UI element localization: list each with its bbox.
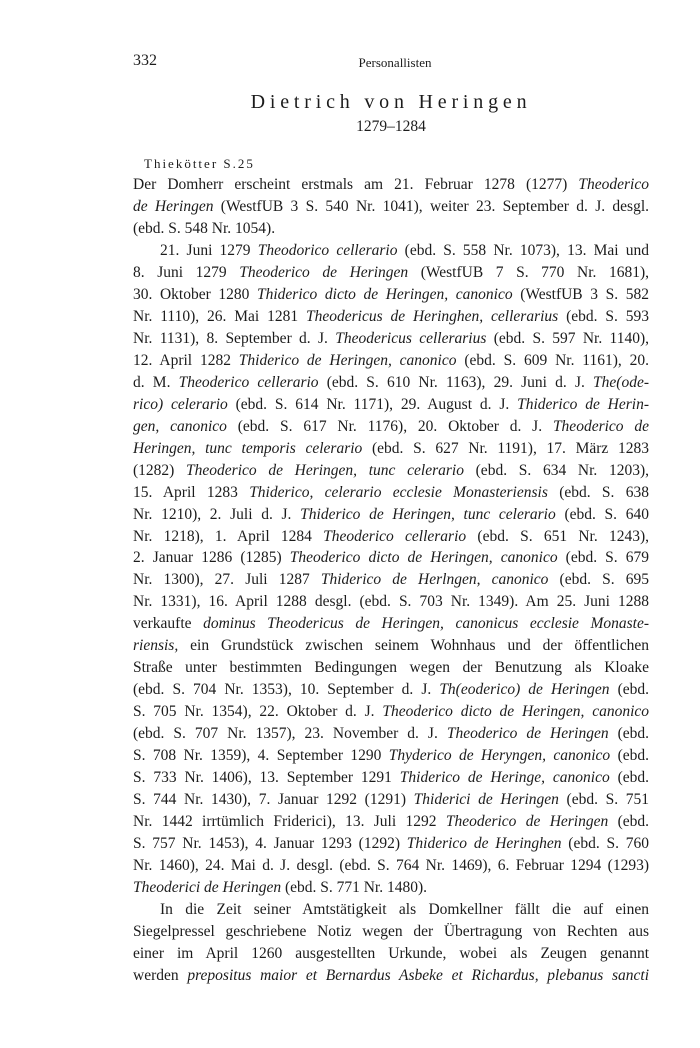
text-line: Der Domherr erscheint erstmals am 21. Februar 1278 (1277) Theoderico: [133, 176, 649, 193]
source-reference: Thiekötter S.25: [144, 156, 255, 171]
text-line: Nr. 1210), 2. Juli d. J. Thiderico de Heringen, tunc celerario (ebd. S. 640: [133, 505, 649, 523]
entry-years: 1279–1284: [356, 118, 426, 135]
text-line: rico) celerario (ebd. S. 614 Nr. 1171), 29. August d. J. Thiderico de Herin-: [133, 395, 649, 413]
text-line: de Heringen (WestfUB 3 S. 540 Nr. 1041), weiter 23. September d. J. desgl.: [133, 197, 649, 215]
text-line: (ebd. S. 704 Nr. 1353), 10. September d. J. Th(eoderico) de Heringen (ebd.: [133, 681, 650, 699]
text-line: 30. Oktober 1280 Thiderico dicto de Heringen, canonico (WestfUB 3 S. 582: [133, 285, 649, 303]
text-line: gen, canonico (ebd. S. 617 Nr. 1176), 20. Oktober d. J. Theoderico de: [133, 417, 649, 435]
text-line: (ebd. S. 707 Nr. 1357), 23. November d. J. Theoderico de Heringen (ebd.: [133, 725, 650, 743]
text-line: 15. April 1283 Thiderico, celerario ecclesie Monasteriensis (ebd. S. 638: [133, 483, 649, 501]
text-line: einer im April 1260 ausgestellten Urkunde, wobei als Zeugen genannt: [133, 944, 649, 962]
text-line: Siegelpressel geschriebene Notiz wegen der Übertragung von Rechten aus: [133, 922, 649, 940]
text-line: Nr. 1110), 26. Mai 1281 Theodericus de Heringhen, cellerarius (ebd. S. 593: [133, 307, 649, 325]
paragraph: [133, 174, 649, 240]
paragraph: [133, 899, 649, 987]
text-line: 8. Juni 1279 Theoderico de Heringen (WestfUB 7 S. 770 Nr. 1681),: [133, 263, 649, 281]
text-line: S. 733 Nr. 1406), 13. September 1291 Thiderico de Heringe, canonico (ebd.: [133, 769, 650, 787]
text-line: Nr. 1331), 16. April 1288 desgl. (ebd. S. 703 Nr. 1349). Am 25. Juni 1288: [133, 593, 649, 611]
running-head: Personallisten: [358, 55, 432, 70]
text-line: werden prepositus maior et Bernardus Asbeke et Richardus, plebanus sancti: [133, 966, 649, 984]
text-line: Nr. 1300), 27. Juli 1287 Thiderico de Herlngen, canonico (ebd. S. 695: [133, 571, 649, 589]
page-number: 332: [133, 52, 157, 69]
text-line: Straße unter bestimmten Bedingungen wegen der Benutzung als Kloake: [133, 659, 649, 677]
text-line: verkaufte dominus Theodericus de Heringen, canonicus ecclesie Monaste-: [133, 615, 649, 633]
text-line: S. 708 Nr. 1359), 4. September 1290 Thyderico de Heryngen, canonico (ebd.: [133, 747, 649, 765]
text-line: Theoderici de Heringen (ebd. S. 771 Nr. 1480).: [133, 879, 428, 896]
text-line: riensis, ein Grundstück zwischen seinem Wohnhaus und der öffentlichen: [133, 637, 649, 655]
text-line: (1282) Theoderico de Heringen, tunc celerario (ebd. S. 634 Nr. 1203),: [133, 461, 649, 479]
text-line: In die Zeit seiner Amtstätigkeit als Domkellner fällt die auf einen: [160, 900, 649, 918]
text-line: Nr. 1218), 1. April 1284 Theoderico cellerario (ebd. S. 651 Nr. 1243),: [133, 527, 649, 545]
text-line: Heringen, tunc temporis celerario (ebd. S. 627 Nr. 1191), 17. März 1283: [133, 439, 650, 457]
text-line: (ebd. S. 548 Nr. 1054).: [133, 219, 276, 237]
text-line: 12. April 1282 Thiderico de Heringen, canonico (ebd. S. 609 Nr. 1161), 20.: [133, 351, 649, 369]
text-line: 21. Juni 1279 Theodorico cellerario (ebd. S. 558 Nr. 1073), 13. Mai und: [160, 241, 649, 259]
body-text: [133, 174, 649, 987]
text-line: Nr. 1131), 8. September d. J. Theodericus cellerarius (ebd. S. 597 Nr. 1140),: [133, 329, 650, 347]
paragraph: [133, 240, 649, 899]
text-line: Nr. 1460), 24. Mai d. J. desgl. (ebd. S. 764 Nr. 1469), 6. Februar 1294 (1293): [133, 857, 649, 875]
entry-name: Dietrich von Heringen: [250, 91, 532, 113]
text-line: Nr. 1442 irrtümlich Friderici), 13. Juli 1292 Theoderico de Heringen (ebd.: [133, 813, 649, 831]
text-line: S. 705 Nr. 1354), 22. Oktober d. J. Theoderico dicto de Heringen, canonico: [133, 703, 650, 721]
entry-heading: [133, 88, 649, 137]
text-line: S. 744 Nr. 1430), 7. Januar 1292 (1291) Thiderici de Heringen (ebd. S. 751: [133, 791, 649, 809]
text-line: S. 757 Nr. 1453), 4. Januar 1293 (1292) Thiderico de Heringhen (ebd. S. 760: [133, 835, 649, 853]
text-line: d. M. Theoderico cellerario (ebd. S. 610 Nr. 1163), 29. Juni d. J. The(ode-: [133, 373, 649, 391]
text-line: 2. Januar 1286 (1285) Theoderico dicto de Heringen, canonico (ebd. S. 679: [133, 549, 650, 567]
